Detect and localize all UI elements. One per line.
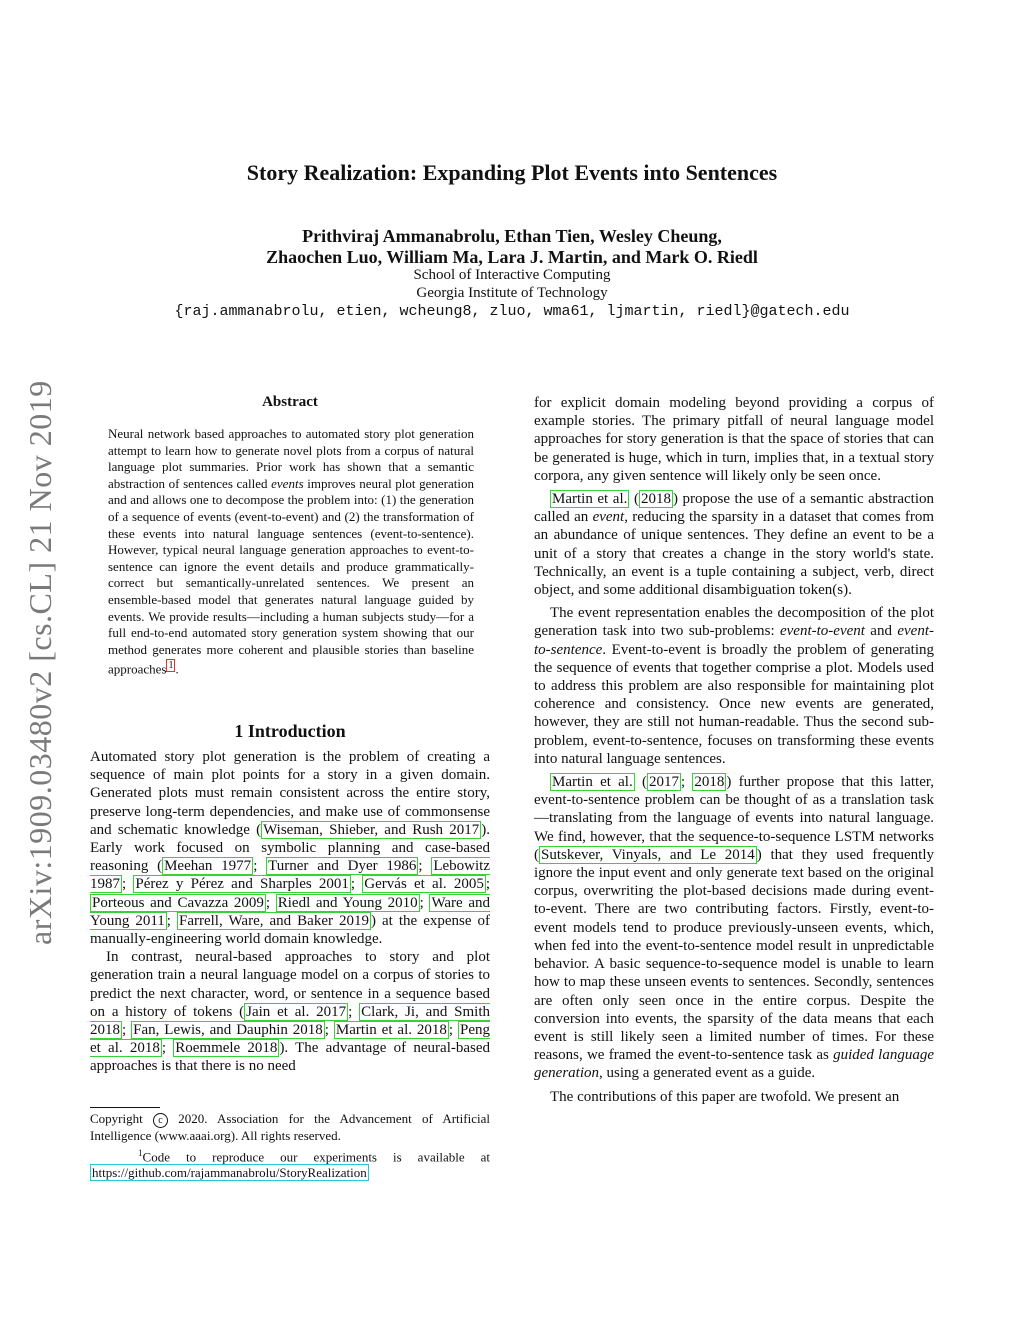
citation-link[interactable]: Roemmele 2018 (175, 1040, 278, 1057)
citation-link[interactable]: Turner and Dyer 1986 (268, 858, 417, 875)
text: Copyright (90, 1111, 153, 1126)
text: ). The advantage of neural-based approaches is that there is no need (90, 1040, 491, 1075)
footnotes (90, 1111, 490, 1182)
emphasis: event (592, 509, 625, 526)
footnote-link-1[interactable]: 1 (168, 660, 174, 672)
right-paragraph-4: Martin et al. ( 2017 ; 2018 ) further propose that this latter, event-to-sentence problem can be thought of as a translation task—translating from the language of events into natural language. We find, however, that the sequence-to-sequence LSTM networks ( Sutskever, Vinyals, and Le 2014 ) that they used frequently ignore the input event and only generate text based on the original corpus, overwriting the plot-based decisions made during event-to-event. There are two contributing factors. Firstly, event-to-event models tend to produce previously-unseen events, which, when fed into the event-to-sentence model result in unpredictable behavior. A basic sequence-to-sequence model is unable to learn how to map these unseen events to sentences. Secondly, sentences are often only seen once in the entire corpus. Despite the conversion into events, the sparsity of the data means that each event is still likely seen a limited number of times. For these reasons, we framed the event-to-sentence task as guided language generation, using a generated event as a guide. (534, 774, 935, 1082)
text: The event representation enables the decomposition of the plot generation task into two sub-problems: (534, 605, 934, 640)
copyright-symbol: c (153, 1113, 168, 1128)
section-heading-introduction: 1 Introduction (234, 721, 346, 741)
citation-link[interactable]: Riedl and Young 2010 (277, 894, 418, 911)
text: propose the use of a semantic abstraction called an (534, 491, 934, 526)
abstract-text-2: improves neural plot generation and and allows one to decompose the problem into: (1) the generation of a sequence of events (event-to-event) and (2) the transformation of these events into natural language sentences (event-to-sentence). However, typical neural language generation approaches to event-to-sentence can ignore the event details and produce grammatically-correct but semantically-unrelated sentences. We present an ensemble-based model that generates natural language guided by events. We provide results—including a human subjects study—for a full end-to-end automated story generation system showing that our method generates more coherent and plausible stories than baseline approaches (108, 475, 474, 677)
citation-link[interactable]: Farrell, Ware, and Baker 2019 (178, 912, 369, 929)
emphasis: guided language generation (534, 1047, 934, 1082)
citation-link[interactable]: Meehan 1977 (164, 858, 252, 875)
citation-link[interactable]: Wiseman, Shieber, and Rush 2017 (263, 821, 480, 838)
footnote-rule (90, 1107, 160, 1108)
citation-link[interactable]: Martin et al. 2018 (335, 1022, 447, 1039)
citation-link[interactable]: Jain et al. 2017 (246, 1003, 347, 1020)
citation-link[interactable]: Porteous and Cavazza 2009 (92, 894, 264, 911)
text: and (864, 623, 898, 640)
intro-paragraph-1: Automated story plot generation is the problem of creating a sequence of main plot points for a story in a given domain. Generated plots must remain consistent across the entire story, preserve long-term dependencies, and make use of commonsense and schematic knowledge ( Wiseman, Shieber, and Rush 2017 ). Early work focused on symbolic planning and case-based reasoning ( Meehan 1977 ; Turner and Dyer 1986 ; Lebowitz 1987 ; Pérez y Pérez and Sharples 2001 ; Gervás et al. 2005 ; Porteous and Cavazza 2009 ; Riedl and Young 2010 ; Ware and Young 2011 ; Farrell, Ware, and Baker 2019 ) at the expense of manually-engineering world domain knowledge. (90, 749, 491, 948)
citation-link[interactable]: Clark, Ji, and Smith 2018 (90, 1003, 490, 1039)
citation-link[interactable]: Martin et al. (552, 774, 633, 791)
citation-link[interactable]: Lebowitz 1987 (90, 858, 491, 893)
citation-link[interactable]: Ware and Young 2011 (90, 894, 491, 929)
abstract-body (108, 426, 474, 678)
code-url-link[interactable]: https://github.com/rajammanabrolu/StoryRealization (92, 1165, 367, 1181)
paper-title: Story Realization: Expanding Plot Events into Sentences (246, 160, 778, 185)
authors-line-1: Prithviraj Ammanabrolu, Ethan Tien, Wesley Cheung, (302, 226, 722, 246)
citation-link[interactable]: Gervás et al. 2005 (364, 876, 484, 893)
affiliation-school: School of Interactive Computing (413, 267, 611, 283)
text: ). Early work focused on symbolic planning and case-based reasoning ( (90, 821, 490, 875)
right-paragraph-1: for explicit domain modeling beyond providing a corpus of example stories. The primary pitfall of neural language model approaches for story generation is that the space of stories that can be generated is huge, which in turn, implies that, in a textual story corpora, any given sentence will likely only be seen once. (534, 395, 934, 484)
citation-link[interactable]: 2018 (640, 491, 671, 508)
right-column (534, 394, 934, 1106)
citation-link[interactable]: Fan, Lewis, and Dauphin 2018 (133, 1022, 323, 1039)
text: 2020. Association for the Advancement of Artificial Intelligence (www.aaai.org). All rights reserved. (90, 1111, 490, 1143)
abstract-text-1: Neural network based approaches to automated story plot generation attempt to learn how to generate novel plots from a corpus of natural language plot summaries. Prior work has shown that a semantic abstraction of sentences called (108, 426, 474, 491)
affiliation-institute: Georgia Institute of Technology (416, 285, 608, 301)
text: ) that they used frequently ignore the input event and only generate text based on the original corpus, overwriting the plot-based decisions made during event-to-event. There are two contributing factors. Firstly, event-to-event models tend to produce previously-unseen events, which, when fed into the event-to-sentence model result in unpredictable behavior. A basic sequence-to-sequence model is unable to learn how to map these unseen events to sentences. Secondly, sentences are often only seen once in the entire corpus. Despite the conversion into events, the sparsity of the data means that each event is still likely seen a limited number of times. For these reasons, we framed the event-to-sentence task as (534, 846, 935, 1064)
author-emails: {raj.ammanabrolu, etien, wcheung8, zluo, wma61, ljmartin, riedl}@gatech.edu (174, 303, 850, 320)
abstract-heading: Abstract (262, 394, 318, 410)
text: ) at the expense of manually-engineering world domain knowledge. (90, 912, 491, 948)
text: further propose that this latter, event-to-sentence problem can be thought of as a translation task—translating from the language of events into natural language. We find, however, that the sequence-to-sequence LSTM networks ( (534, 774, 935, 863)
citation-link[interactable]: Sutskever, Vinyals, and Le 2014 (541, 846, 755, 863)
emphasis: event-to-sentence (534, 623, 934, 658)
intro-paragraph-2: In contrast, neural-based approaches to story and plot generation train a neural language model on a corpus of stories to predict the next character, word, or sentence in a sequence based on a history of tokens ( Jain et al. 2017 ; Clark, Ji, and Smith 2018 ; Fan, Lewis, and Dauphin 2018 ; Martin et al. 2018 ; Peng et al. 2018 ; Roemmele 2018 ). The advantage of neural-based approaches is that there is no need (90, 949, 491, 1075)
footnote-number: 1 (138, 1147, 143, 1158)
citation-link[interactable]: Martin et al. (552, 491, 628, 508)
text: , using a generated event as a guide. (599, 1065, 816, 1082)
affiliation (0, 266, 1024, 302)
right-paragraph-5: The contributions of this paper are twofold. We present an (550, 1088, 900, 1105)
abstract-period: . (175, 661, 179, 677)
left-column (90, 748, 490, 1076)
text: In contrast, neural-based approaches to story and plot generation train a neural language model on a corpus of stories to predict the next character, word, or sentence in a sequence based on a history of tokens ( (90, 949, 490, 1020)
arxiv-identifier: arXiv:1909.03480v2 [cs.CL] 21 Nov 2019 (22, 380, 58, 945)
text: Code to reproduce our experiments is available at (142, 1148, 490, 1164)
citation-link[interactable]: Pérez y Pérez and Sharples 2001 (135, 876, 349, 893)
citation-link[interactable]: 2017 (648, 774, 679, 791)
emphasis: event-to-event (779, 623, 865, 640)
citation-link[interactable]: 2018 (694, 774, 725, 791)
footnote-1 (90, 1145, 490, 1182)
right-paragraph-3 (534, 604, 934, 768)
text: Automated story plot generation is the problem of creating a sequence of main plot points for a story in a given domain. Generated plots must remain consistent across the entire story, preserve long-term dependencies, and make use of commonsense and schematic knowledge ( (90, 749, 490, 838)
authors-line-2: Zhaochen Luo, William Ma, Lara J. Martin, and Mark O. Riedl (266, 247, 758, 267)
abstract-term-events: events (271, 475, 304, 491)
author-list (0, 226, 1024, 268)
copyright-notice (90, 1111, 490, 1145)
text: . Event-to-event is broadly the problem of generating the sequence of events that together comprise a plot. Models used to address this problem are also responsible for maintaining plot coherence and consistency. Once new events are generated, however, they are still not human-readable. Thus the second sub-problem, event-to-sentence, focuses on transforming these events into natural language sentences. (534, 641, 934, 767)
right-paragraph-2: Martin et al. ( 2018 ) propose the use of a semantic abstraction called an event, reducing the sparsity in a dataset that comes from an abundance of unique sentences. They define an event to be a unit of a story that creates a change in the story world's state. Technically, an event is a tuple containing a subject, verb, direct object, and some additional disambiguation token(s). (534, 491, 934, 599)
citation-link[interactable]: Peng et al. 2018 (90, 1022, 491, 1057)
text: , reducing the sparsity in a dataset that comes from an abundance of unique sentences. They define an event to be a unit of a story that creates a change in the story world's state. Technically, an event is a tuple containing a subject, verb, direct object, and some additional disambiguation token(s). (534, 509, 934, 599)
